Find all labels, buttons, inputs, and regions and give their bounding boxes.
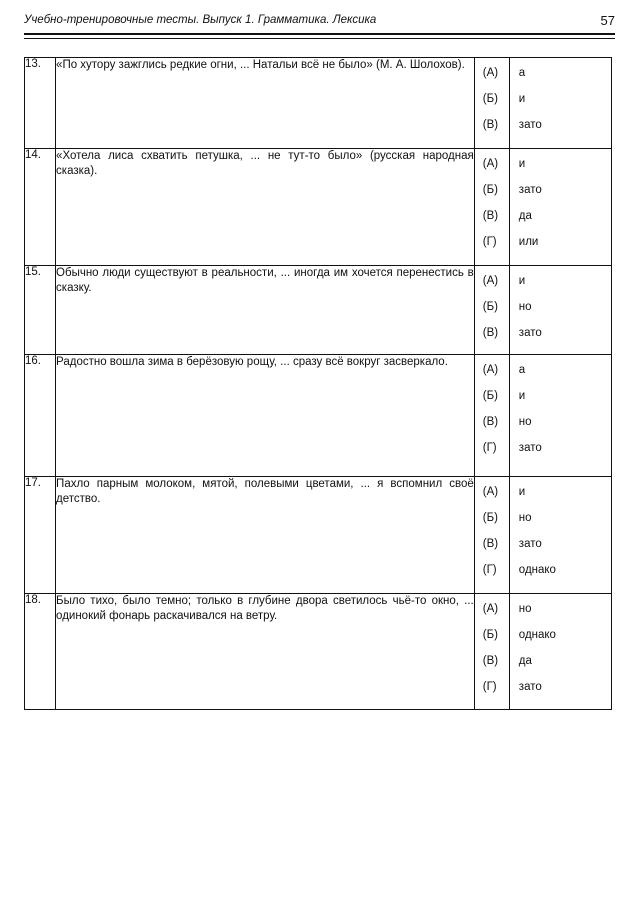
question-text: «Хотела лиса схватить петушка, ... не тут-то было» (русская народная сказка).: [56, 149, 475, 266]
option-words-cell: [509, 266, 611, 355]
option-letter: (В): [482, 327, 499, 339]
question-row: [25, 594, 612, 710]
option-letter: (В): [482, 119, 499, 131]
option-words-cell: [509, 149, 611, 266]
option-letter: (В): [482, 416, 499, 428]
question-text: Было тихо, было темно; только в глубине двора светилось чьё-то окно, ... одинокий фонарь раскачивался на ветру.: [56, 594, 475, 710]
option-word: однако: [518, 629, 556, 641]
option-letter: (А): [482, 67, 499, 79]
option-letter: (Г): [482, 564, 497, 576]
header-rule-thick: [24, 33, 615, 35]
option-word: или: [518, 236, 539, 248]
option-word: однако: [518, 564, 556, 576]
running-header-title: Учебно-тренировочные тесты. Выпуск 1. Грамматика. Лексика: [24, 14, 377, 26]
option-word: зато: [518, 327, 542, 339]
option-word: зато: [518, 442, 542, 454]
task-table: [24, 57, 612, 710]
question-number: 15.: [25, 266, 56, 355]
question-number: 17.: [25, 477, 56, 594]
question-number: 13.: [25, 58, 56, 149]
option-letters-cell: [474, 266, 509, 355]
option-words-cell: [509, 594, 611, 710]
option-letter: (Б): [482, 512, 498, 524]
header-rule-thin: [24, 38, 615, 39]
option-word: да: [518, 210, 532, 222]
option-word: и: [518, 158, 526, 170]
option-letter: (А): [482, 486, 499, 498]
option-word: зато: [518, 119, 542, 131]
option-word: но: [518, 301, 532, 313]
option-letter: (А): [482, 158, 499, 170]
question-row: [25, 355, 612, 477]
question-text: Пахло парным молоком, мятой, полевыми цветами, ... я вспомнил своё детство.: [56, 477, 475, 594]
option-word: и: [518, 486, 526, 498]
option-words-cell: [509, 355, 611, 477]
question-row: [25, 149, 612, 266]
option-word: но: [518, 603, 532, 615]
option-words-cell: [509, 58, 611, 149]
task-table-body: [25, 58, 612, 710]
option-word: и: [518, 93, 526, 105]
option-letters-cell: [474, 477, 509, 594]
question-number: 14.: [25, 149, 56, 266]
option-letter: (А): [482, 603, 499, 615]
option-letter: (В): [482, 655, 499, 667]
option-letter: (Г): [482, 236, 497, 248]
option-letter: (В): [482, 538, 499, 550]
option-word: да: [518, 655, 532, 667]
option-letters-cell: [474, 594, 509, 710]
question-number: 16.: [25, 355, 56, 477]
option-word: зато: [518, 538, 542, 550]
option-word: зато: [518, 681, 542, 693]
question-row: [25, 58, 612, 149]
page-number: 57: [600, 13, 615, 28]
option-words-cell: [509, 477, 611, 594]
option-word: и: [518, 390, 526, 402]
option-word: но: [518, 416, 532, 428]
question-row: [25, 266, 612, 355]
option-letter: (Б): [482, 629, 498, 641]
option-word: и: [518, 275, 526, 287]
option-letter: (А): [482, 275, 499, 287]
option-letter: (Б): [482, 93, 498, 105]
question-text: Обычно люди существуют в реальности, ... иногда им хочется перенестись в сказку.: [56, 266, 475, 355]
question-text: «По хутору зажглись редкие огни, ... Натальи всё не было» (М. А. Шолохов).: [56, 58, 475, 149]
option-letter: (Г): [482, 681, 497, 693]
option-word: а: [518, 364, 526, 376]
option-letter: (Б): [482, 184, 498, 196]
question-row: [25, 477, 612, 594]
option-letters-cell: [474, 149, 509, 266]
option-word: а: [518, 67, 526, 79]
option-letters-cell: [474, 355, 509, 477]
question-number: 18.: [25, 594, 56, 710]
option-letters-cell: [474, 58, 509, 149]
option-word: зато: [518, 184, 542, 196]
option-letter: (Б): [482, 390, 498, 402]
option-word: но: [518, 512, 532, 524]
question-text: Радостно вошла зима в берёзовую рощу, ... сразу всё вокруг засверкало.: [56, 355, 475, 477]
option-letter: (В): [482, 210, 499, 222]
option-letter: (А): [482, 364, 499, 376]
page-header: [24, 12, 615, 30]
option-letter: (Б): [482, 301, 498, 313]
option-letter: (Г): [482, 442, 497, 454]
